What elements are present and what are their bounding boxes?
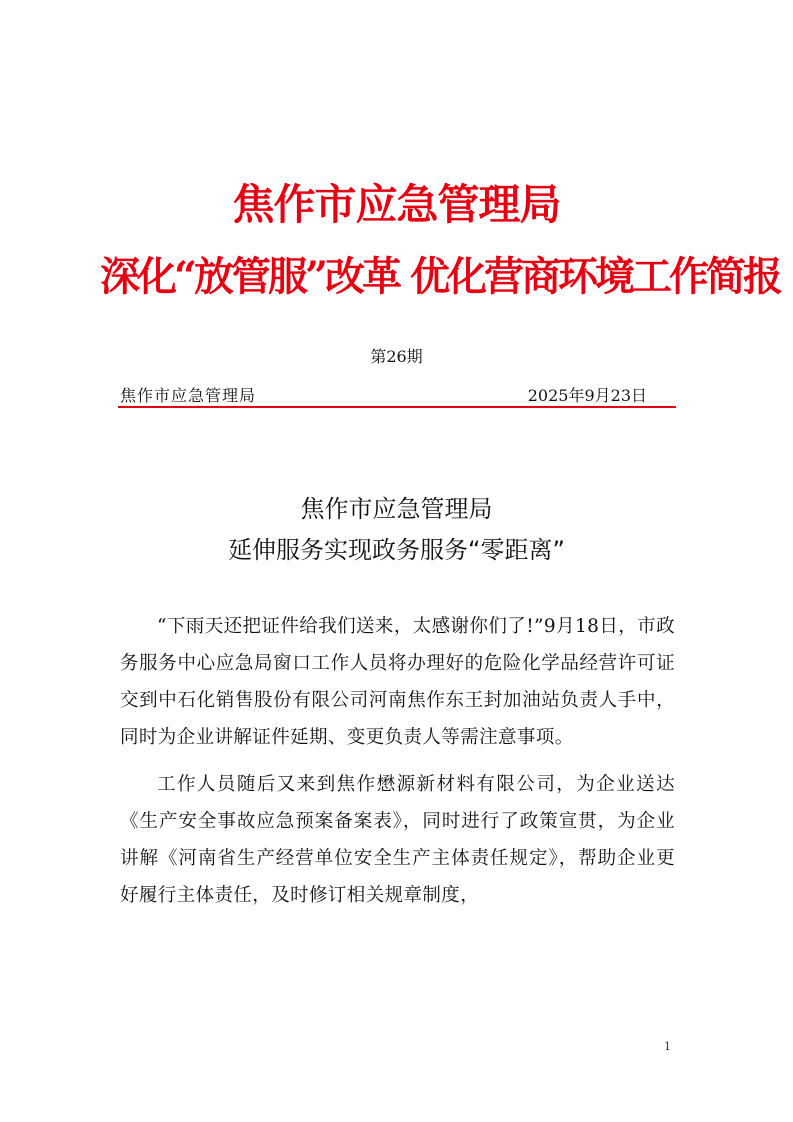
paragraph: “下雨天还把证件给我们送来，太感谢你们了!”9月18日，市政务服务中心应急局窗口工作人员将办理好的危险化学品经营许可证交到中石化销售股份有限公司河南焦作东王封加油站负责人手中，同时为企业讲解证件延期、变更负责人等需注意事项。 bbox=[120, 616, 675, 748]
issuing-organization: 焦作市应急管理局 bbox=[120, 386, 257, 405]
issue-date: 2025年9月23日 bbox=[527, 386, 647, 405]
red-divider bbox=[118, 406, 676, 408]
article-title-line2: 延伸服务实现政务服务“零距离” bbox=[228, 536, 565, 564]
masthead-subtitle: 深化“放管服”改革 优化营商环境工作简报 bbox=[100, 253, 780, 300]
issue-number: 第26期 bbox=[370, 347, 423, 366]
masthead-title: 焦作市应急管理局 bbox=[232, 180, 561, 229]
article-title-line1: 焦作市应急管理局 bbox=[300, 495, 493, 523]
article-body bbox=[120, 608, 675, 924]
page-number: 1 bbox=[664, 1040, 671, 1053]
info-row bbox=[120, 383, 675, 407]
paragraph: 工作人员随后又来到焦作懋源新材料有限公司，为企业送达《生产安全事故应急预案备案表》，同时进行了政策宣贯，为企业讲解《河南省生产经营单位安全生产主体责任规定》，帮助企业更好履行主体责任，及时修订相关规章制度， bbox=[120, 774, 675, 906]
